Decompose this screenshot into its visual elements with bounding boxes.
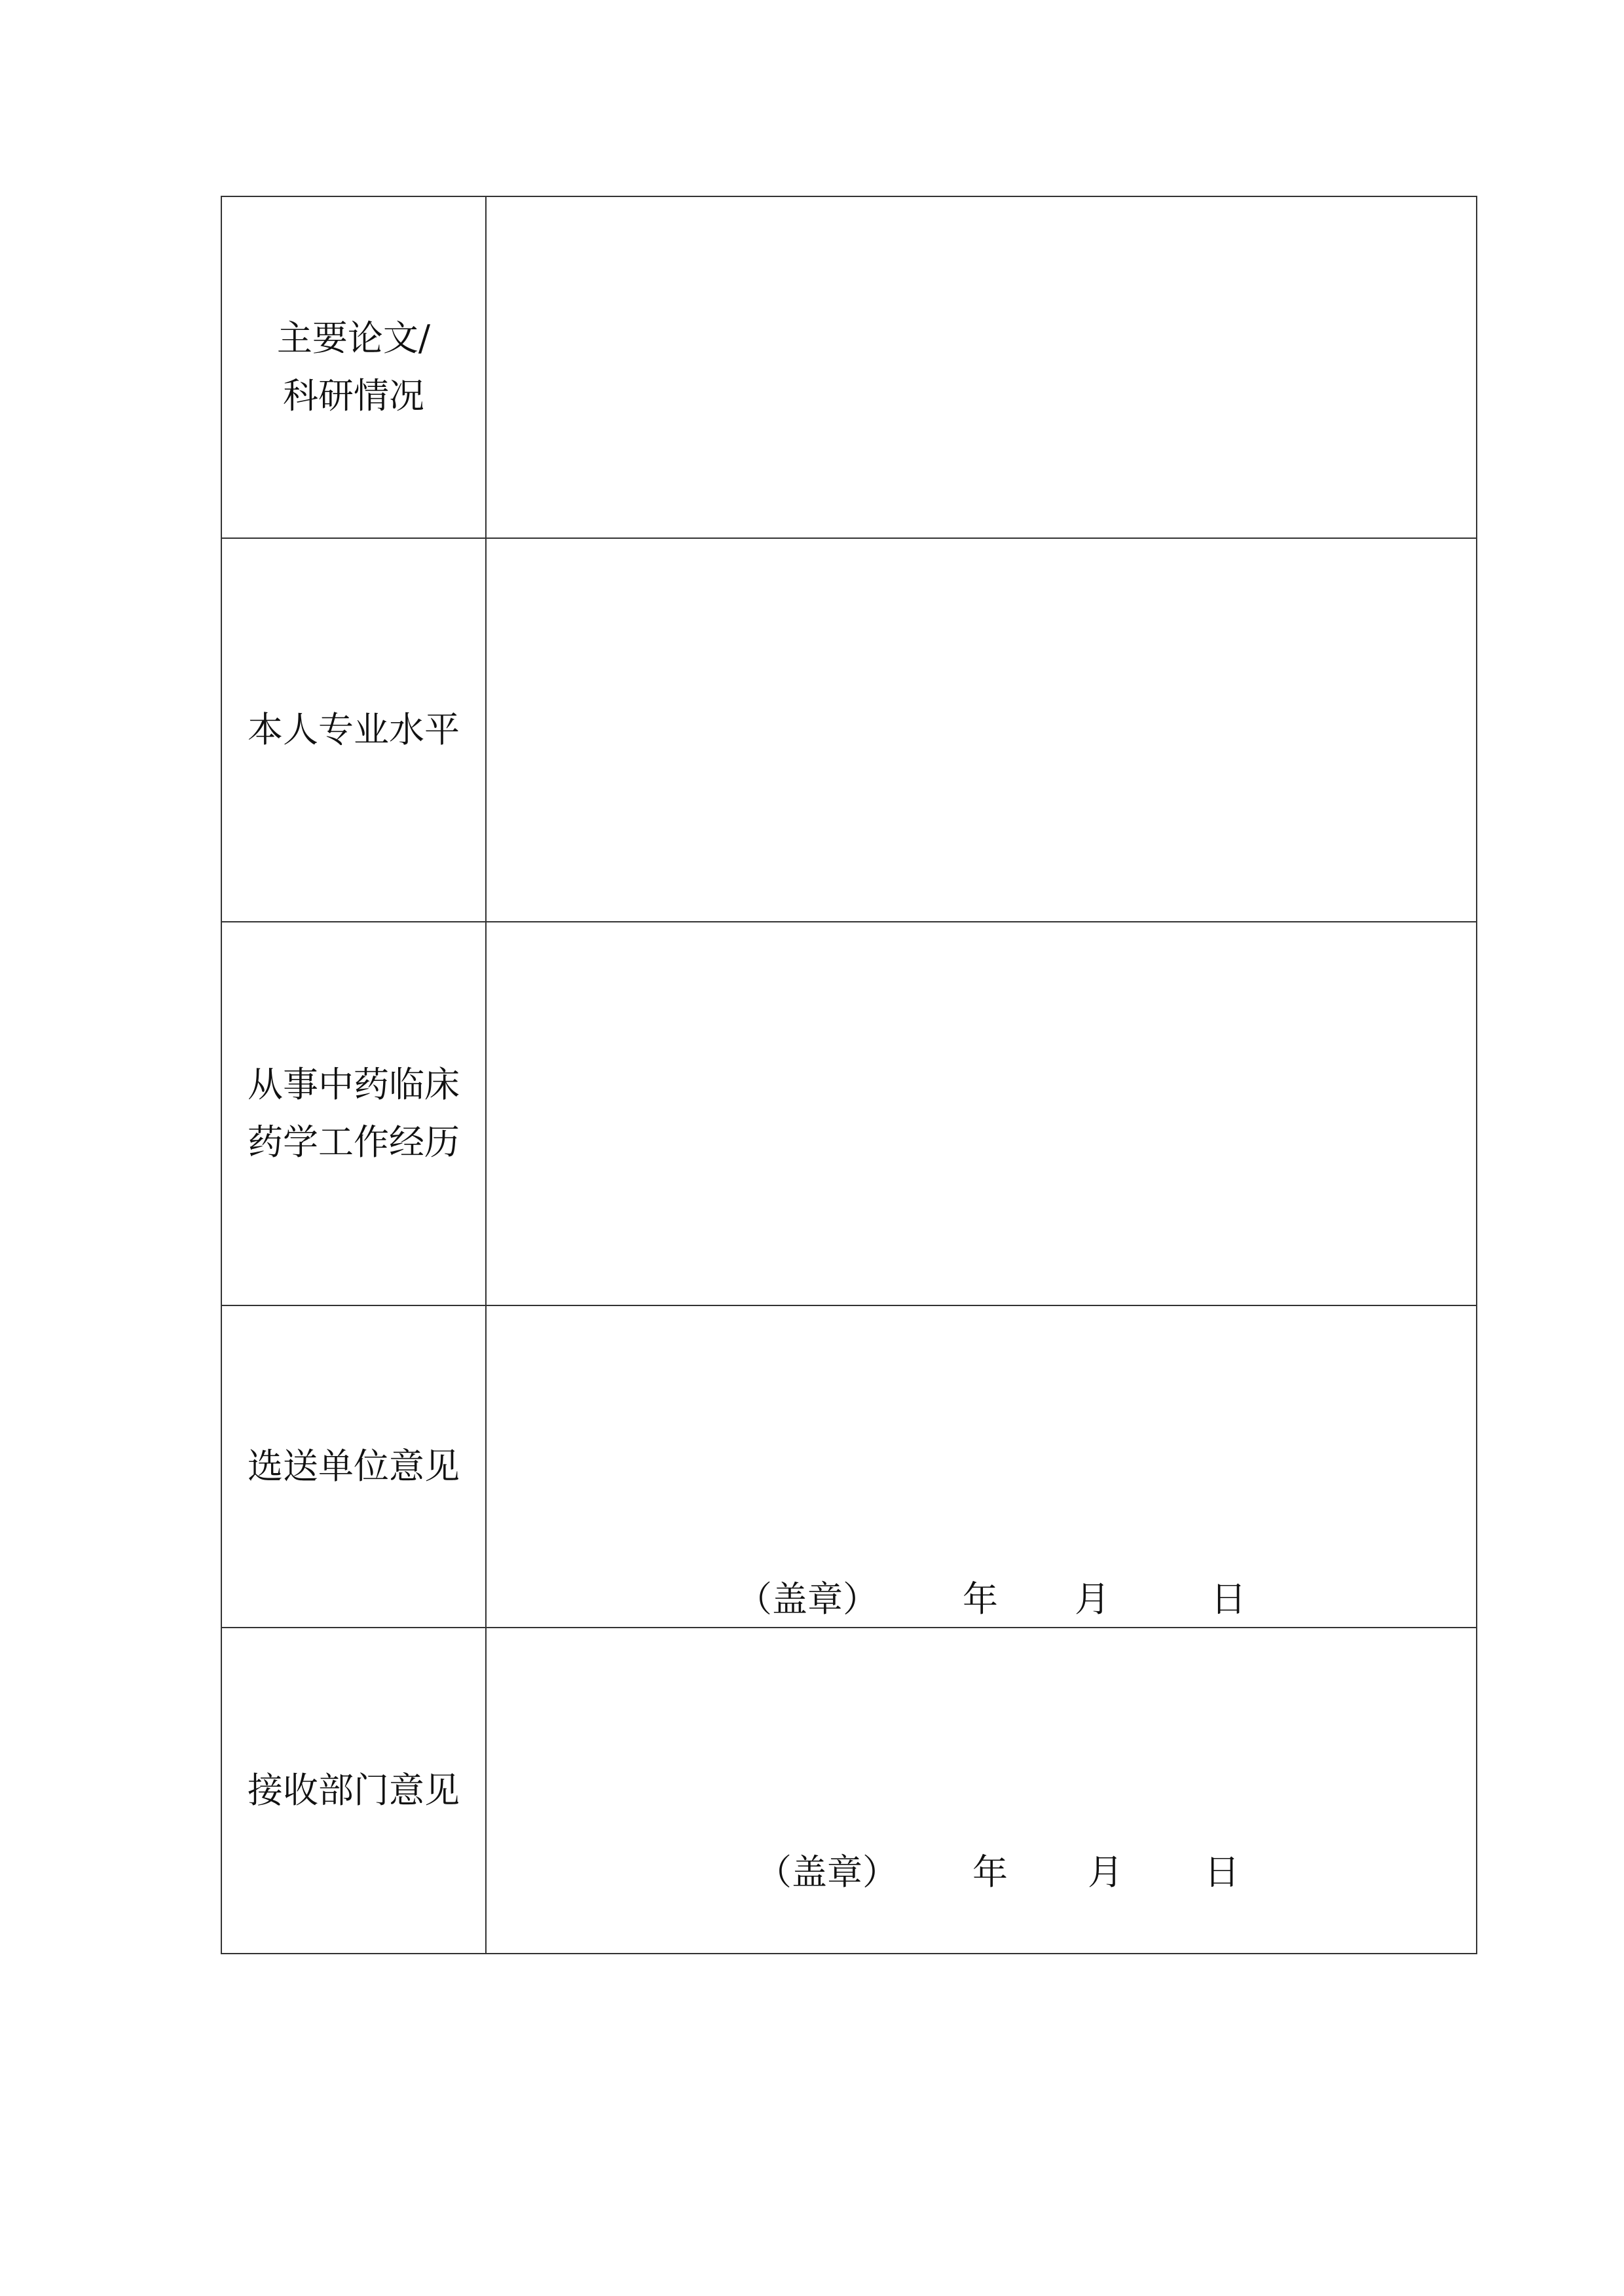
month-label: 月	[1088, 1851, 1123, 1893]
day-label: 日	[1204, 1851, 1240, 1893]
field-work-experience[interactable]	[486, 922, 1477, 1305]
month-label: 月	[1075, 1578, 1110, 1620]
field-sending-unit-opinion[interactable]	[486, 1305, 1477, 1628]
seal-label: （盖章）	[737, 1578, 878, 1620]
year-label: 年	[963, 1578, 998, 1620]
row-work-experience	[221, 922, 1477, 1305]
application-form-table	[221, 196, 1477, 1954]
label-line: 科研情况	[283, 375, 424, 416]
label-line: 从事中药临床	[248, 1064, 460, 1105]
label-line: 本人专业水平	[248, 709, 460, 750]
year-label: 年	[972, 1851, 1008, 1893]
label-line: 药学工作经历	[248, 1121, 460, 1163]
field-receiving-dept-opinion[interactable]	[486, 1628, 1477, 1954]
day-label: 日	[1211, 1578, 1246, 1620]
row-sending-unit-opinion	[221, 1305, 1477, 1628]
row-professional-level	[221, 538, 1477, 922]
seal-label: （盖章）	[756, 1851, 898, 1893]
label-line: 接收部门意见	[248, 1770, 460, 1811]
label-line: 选送单位意见	[248, 1446, 460, 1487]
label-work-experience	[221, 922, 486, 1305]
label-professional-level	[221, 538, 486, 922]
field-papers-research[interactable]	[486, 196, 1477, 538]
label-papers-research	[221, 196, 486, 538]
label-line: 主要论文/	[276, 318, 431, 359]
label-receiving-dept-opinion	[221, 1628, 486, 1954]
label-sending-unit-opinion	[221, 1305, 486, 1628]
row-papers-research	[221, 196, 1477, 538]
field-professional-level[interactable]	[486, 538, 1477, 922]
row-receiving-dept-opinion	[221, 1628, 1477, 1954]
